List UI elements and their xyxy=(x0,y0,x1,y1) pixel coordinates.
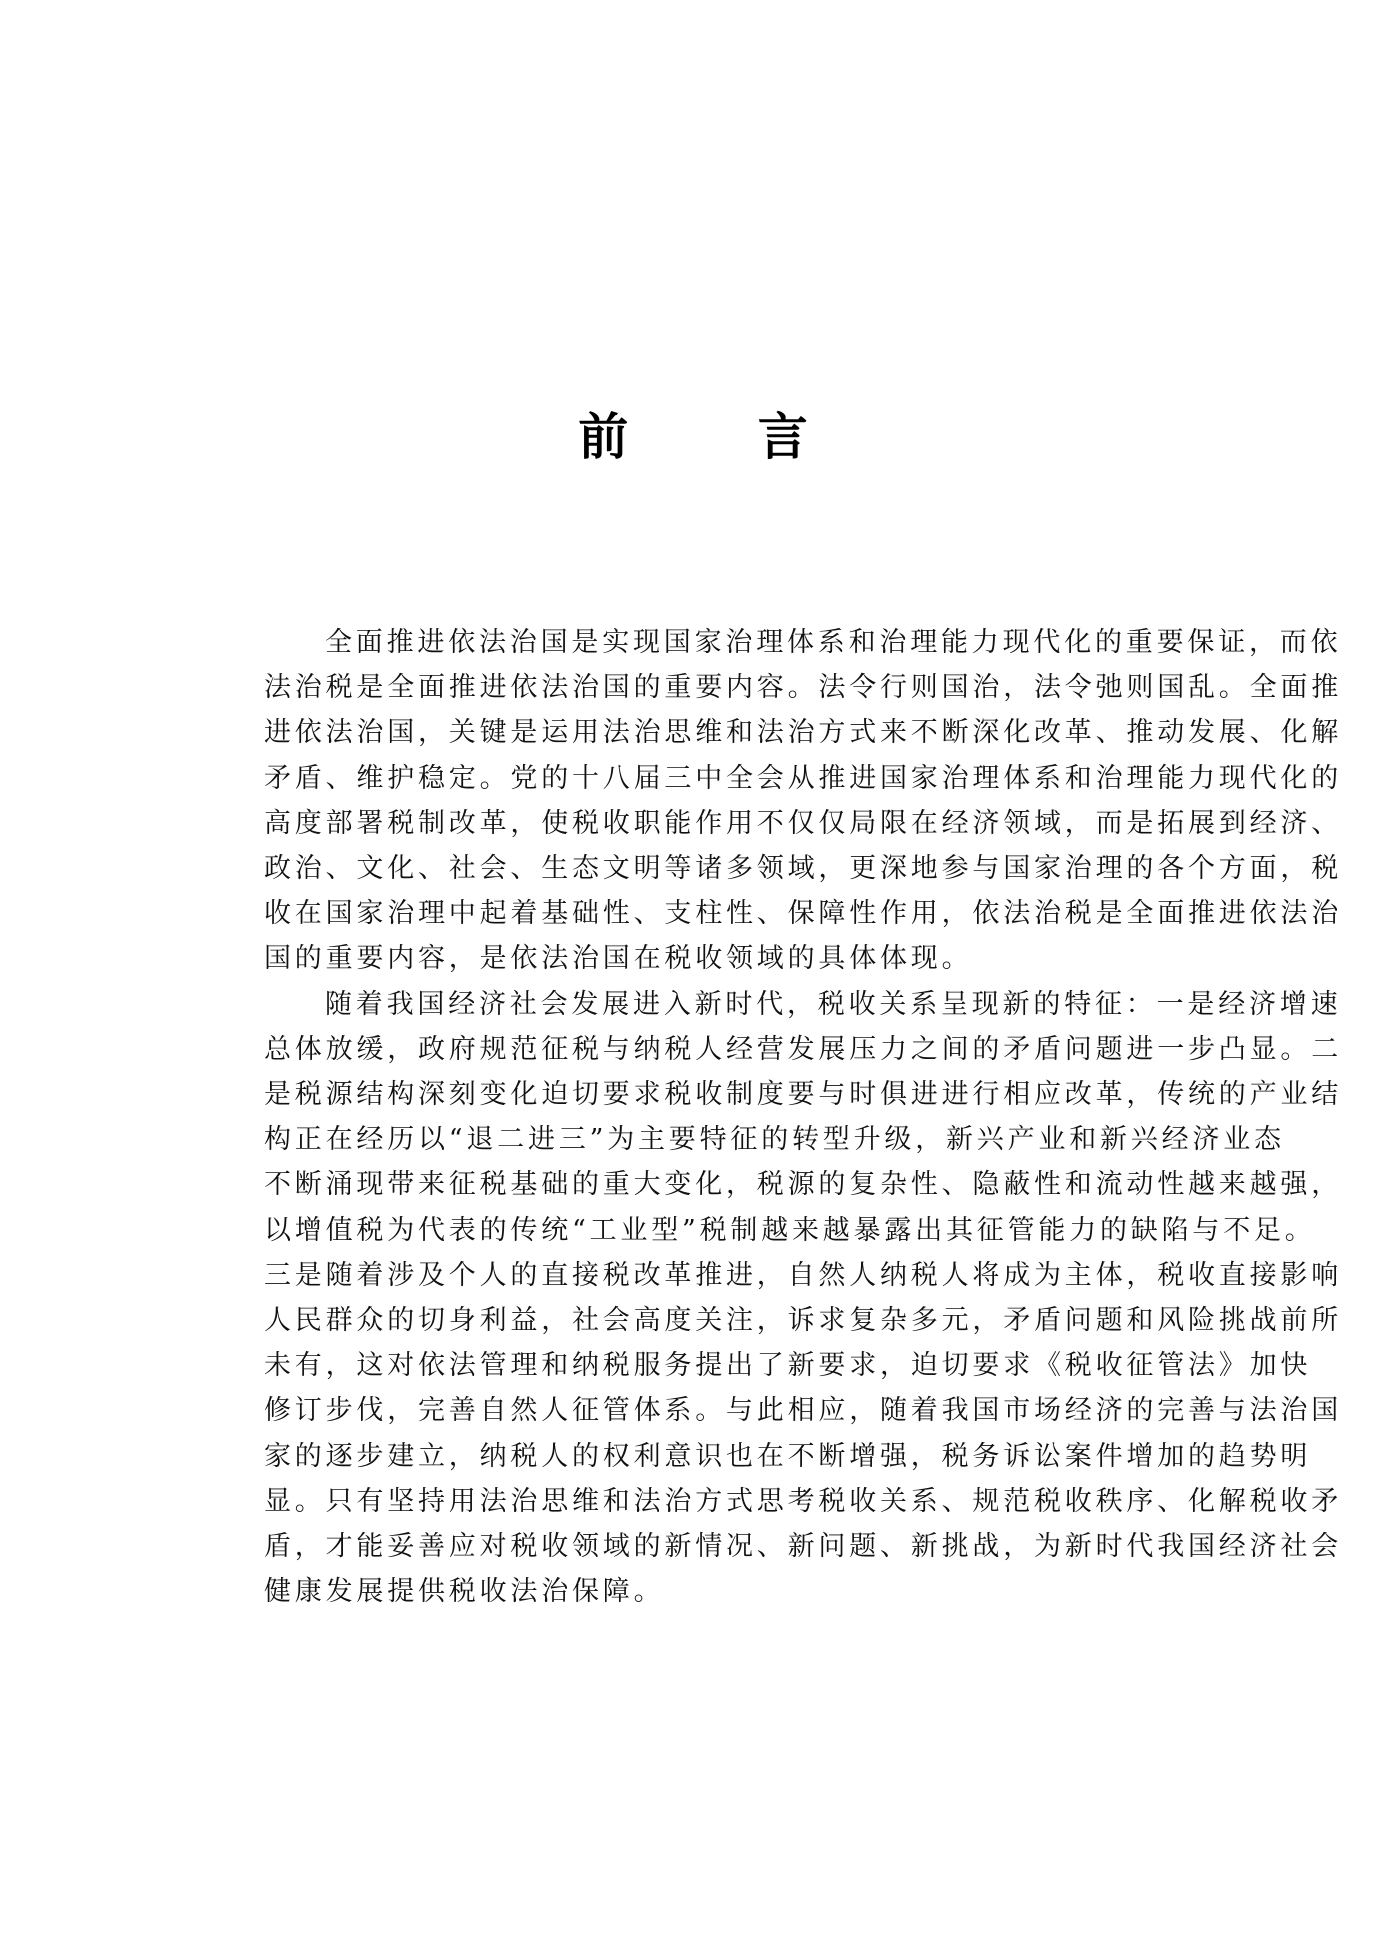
text-line: 进依法治国，关键是运用法治思维和法治方式来不断深化改革、推动发展、化解 xyxy=(264,717,1342,749)
text-line: 人民群众的切身利益，社会高度关注，诉求复杂多元，矛盾问题和风险挑战前所 xyxy=(264,1305,1342,1337)
text-line: 修订步伐，完善自然人征管体系。与此相应，随着我国市场经济的完善与法治国 xyxy=(264,1395,1342,1427)
text-line: 三是随着涉及个人的直接税改革推进，自然人纳税人将成为主体，税收直接影响 xyxy=(264,1259,1342,1291)
text-line: 全面推进依法治国是实现国家治理体系和治理能力现代化的重要保证，而依 xyxy=(325,627,1342,658)
text-line: 健康发展提供税收法治保障。 xyxy=(264,1576,665,1608)
page-title: 前 言 xyxy=(578,407,864,466)
text-line: 显。只有坚持用法治思维和法治方式思考税收关系、规范税收秩序、化解税收矛 xyxy=(264,1485,1342,1517)
text-line: 法治税是全面推进依法治国的重要内容。法令行则国治，法令弛则国乱。全面推 xyxy=(264,672,1342,704)
text-line: 随着我国经济社会发展进入新时代，税收关系呈现新的特征：一是经济增速 xyxy=(325,988,1342,1020)
text-line: 收在国家治理中起着基础性、支柱性、保障性作用，依法治税是全面推进依法治 xyxy=(264,898,1342,930)
text-line: 政治、文化、社会、生态文明等诸多领域，更深地参与国家治理的各个方面，税 xyxy=(264,853,1342,885)
text-line: 国的重要内容，是依法治国在税收领域的具体体现。 xyxy=(264,943,973,975)
text-line: 未有，这对依法管理和纳税服务提出了新要求，迫切要求《税收征管法》加快 xyxy=(264,1350,1312,1382)
paragraph-2 xyxy=(203,982,1342,1615)
text-line: 构正在经历以“退二进三”为主要特征的转型升级，新兴产业和新兴经济业态 xyxy=(264,1124,1285,1156)
text-line: 矛盾、维护稳定。党的十八届三中全会从推进国家治理体系和治理能力现代化的 xyxy=(264,762,1342,794)
text-line: 总体放缓，政府规范征税与纳税人经营发展压力之间的矛盾问题进一步凸显。二 xyxy=(264,1033,1342,1065)
body-text xyxy=(203,620,1342,1614)
text-line: 盾，才能妥善应对税收领域的新情况、新问题、新挑战，为新时代我国经济社会 xyxy=(264,1531,1342,1563)
text-line: 家的逐步建立，纳税人的权利意识也在不断增强，税务诉讼案件增加的趋势明 xyxy=(264,1440,1312,1472)
text-line: 高度部署税制改革，使税收职能作用不仅仅局限在经济领域，而是拓展到经济、 xyxy=(264,807,1342,839)
paragraph-1 xyxy=(203,620,1342,982)
text-line: 是税源结构深刻变化迫切要求税收制度要与时俱进进行相应改革，传统的产业结 xyxy=(264,1079,1342,1111)
text-line: 以增值税为代表的传统“工业型”税制越来越暴露出其征管能力的缺陷与不足。 xyxy=(264,1214,1316,1246)
text-line: 不断涌现带来征税基础的重大变化，税源的复杂性、隐蔽性和流动性越来越强， xyxy=(264,1169,1342,1201)
